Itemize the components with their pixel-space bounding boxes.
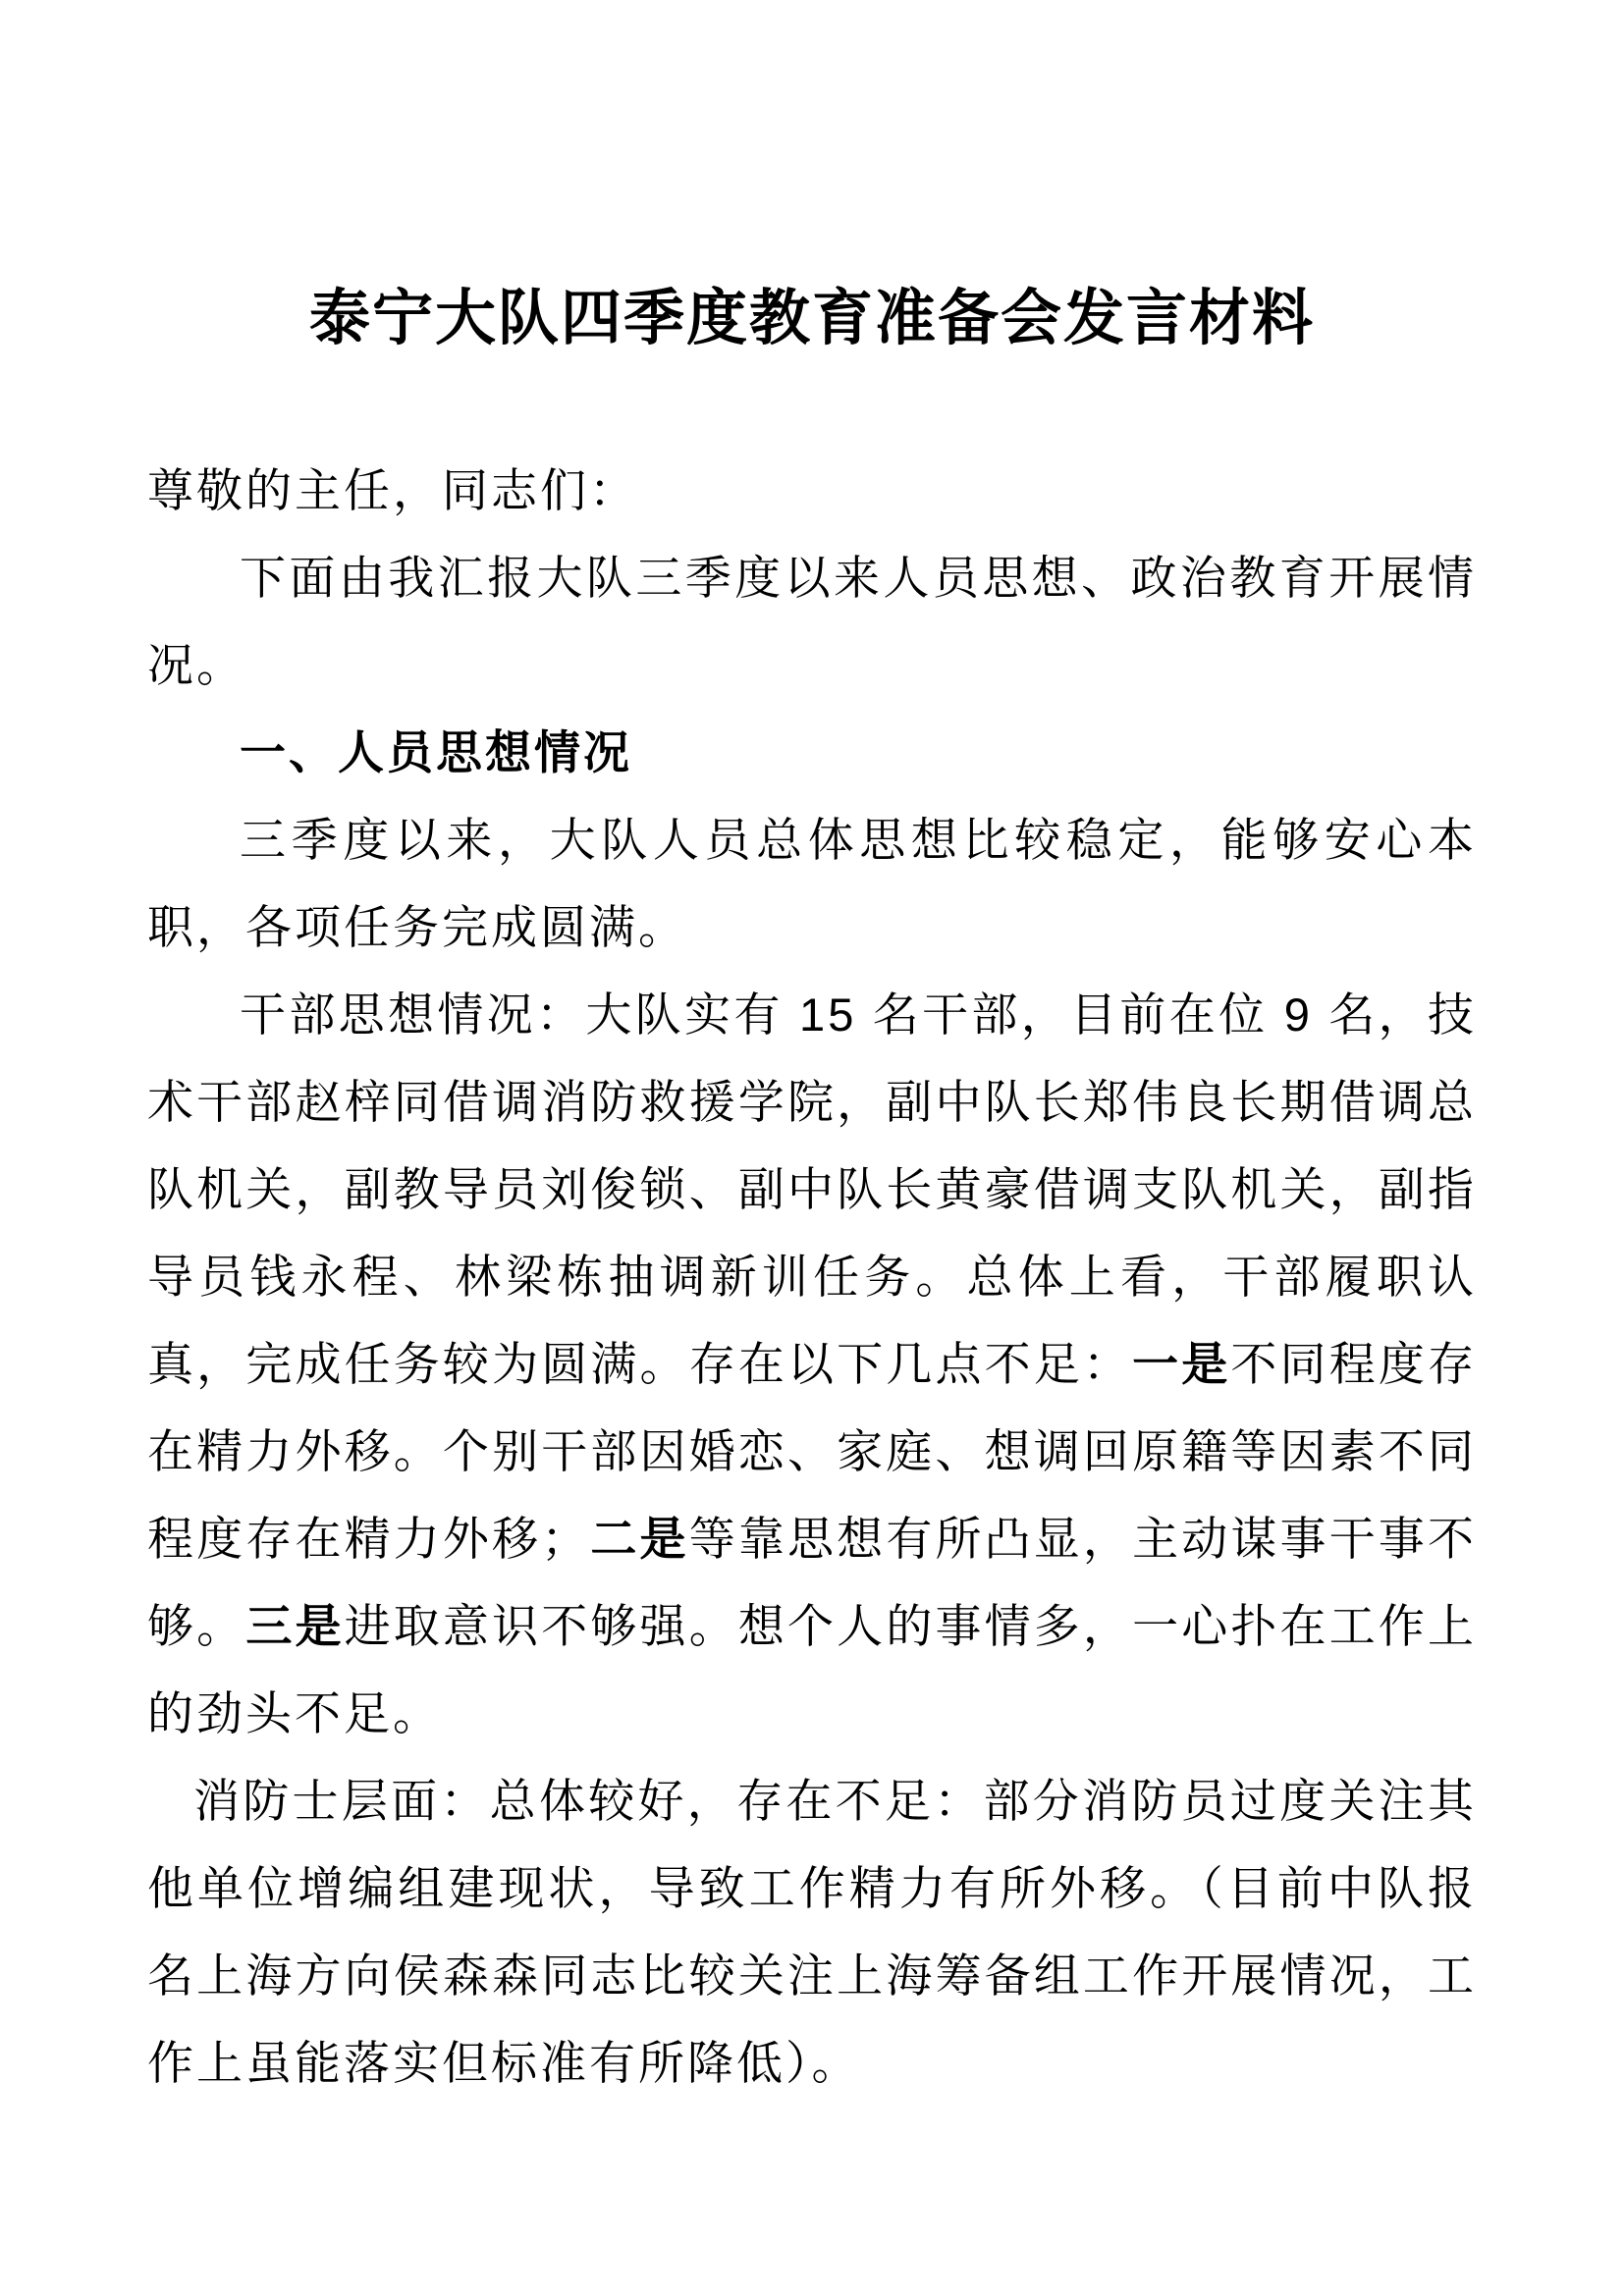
paragraph	[147, 971, 1477, 1757]
bold-text-run: 一是	[1132, 1338, 1231, 1390]
text-run: 干部思想情况：大队实有 15 名干部，目前在位 9 名，技术干部赵梓同借调消防救援学院，副中队长郑伟良长期借调总队机关，副教导员刘俊锁、副中队长黄豪借调支队机关，副指导员钱永程、林梁栋抽调新训任务。总体上看，干部履职认真，完成任务较为圆满。存在以下几点不足：	[147, 988, 1477, 1390]
paragraph	[147, 447, 1477, 534]
bold-text-run: 三是	[245, 1600, 345, 1652]
text-run: 三季度以来，大队人员总体思想比较稳定，能够安心本职，各项任务完成圆满。	[147, 814, 1477, 953]
text-run: 消防士层面：总体较好，存在不足：部分消防员过度关注其他单位增编组建现状，导致工作精力有所外移。（目前中队报名上海方向侯森森同志比较关注上海筹备组工作开展情况，工作上虽能落实但标准有所降低）。	[147, 1775, 1477, 2089]
paragraph	[147, 1757, 1477, 2107]
text-run: 下面由我汇报大队三季度以来人员思想、政治教育开展情况。	[147, 552, 1477, 691]
document-title: 泰宁大队四季度教育准备会发言材料	[308, 285, 1315, 352]
text-run: 进取意识不够强。想个人的事情多，一心扑在工作上的劲头不足。	[147, 1600, 1478, 1739]
paragraph	[147, 796, 1477, 971]
bold-text-run: 二是	[590, 1513, 689, 1565]
text-run: 尊敬的主任，同志们：	[147, 464, 638, 516]
text-run: 不同程度存在精力外移。个别干部因婚恋、家庭、想调回原籍等因素不同程度存在精力外移；	[147, 1338, 1478, 1565]
text-run: 等靠思想有所凸显，主动谋事干事不够。	[147, 1513, 1478, 1652]
paragraph	[147, 534, 1477, 709]
bold-text-run: 一、人员思想情况	[240, 726, 632, 778]
paragraph	[147, 709, 1477, 796]
document-body	[147, 447, 1477, 2107]
